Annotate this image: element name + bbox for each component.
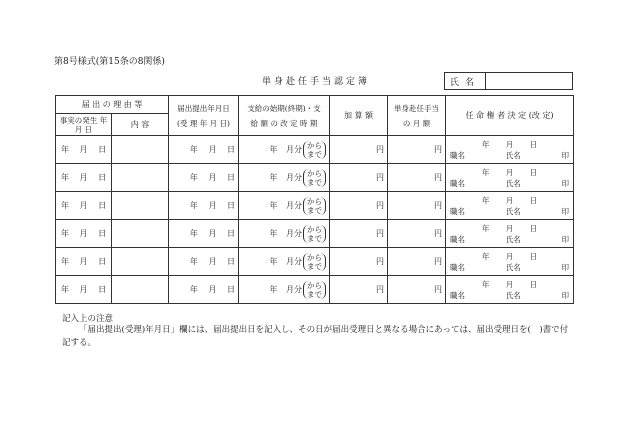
submit-date-cell[interactable]: 年 月 日 <box>169 136 239 164</box>
content-cell[interactable] <box>112 164 169 192</box>
event-date-cell[interactable]: 年 月 日 <box>56 276 112 304</box>
notes-body: 「届出提出(受理)年月日」欄には、届出提出日を記入し、その日が届出受理日と異なる場合にあっては、届出受理日を( )書で付記する。 <box>62 325 569 348</box>
amount-cell[interactable]: 円 <box>330 136 388 164</box>
start-period-cell[interactable] <box>239 276 330 304</box>
name-field[interactable] <box>486 73 572 89</box>
start-ym-label: 年 月分 <box>269 285 302 294</box>
appointment-date: 年 月 日 <box>481 195 538 205</box>
signer-name-label: 氏名 <box>505 206 521 216</box>
event-date-cell[interactable]: 年 月 日 <box>56 164 112 192</box>
to-label: まで <box>307 149 322 159</box>
document-title: 単身赴任手当認定簿 <box>261 77 370 87</box>
table-row <box>56 164 574 192</box>
start-ym-label: 年 月分 <box>269 229 302 238</box>
seal-label: 印 <box>561 234 569 244</box>
amount-cell[interactable]: 円 <box>330 276 388 304</box>
submit-date-cell[interactable]: 年 月 日 <box>169 276 239 304</box>
seal-label: 印 <box>561 290 569 300</box>
appointment-date: 年 月 日 <box>481 167 538 177</box>
signer-name-label: 氏名 <box>505 262 521 272</box>
content-cell[interactable] <box>112 276 169 304</box>
from-label: から <box>307 168 322 178</box>
header-reason-group: 届 出 の 理 由 等 <box>56 96 169 114</box>
event-date-cell[interactable]: 年 月 日 <box>56 136 112 164</box>
appointment-cell[interactable] <box>446 248 574 276</box>
submit-date-cell[interactable]: 年 月 日 <box>169 164 239 192</box>
title-label: 職名 <box>450 290 465 300</box>
content-cell[interactable] <box>112 248 169 276</box>
appointment-date: 年 月 日 <box>481 279 538 289</box>
submit-date-cell[interactable]: 年 月 日 <box>169 192 239 220</box>
from-to-brace <box>303 141 326 159</box>
to-label: まで <box>307 177 322 187</box>
monthly-cell[interactable]: 円 <box>388 276 446 304</box>
signer-name-label: 氏名 <box>505 150 521 160</box>
amount-cell[interactable]: 円 <box>330 164 388 192</box>
table-row <box>56 136 574 164</box>
appointment-cell[interactable] <box>446 220 574 248</box>
signer-name-label: 氏名 <box>505 290 521 300</box>
name-label: 氏名 <box>445 73 486 89</box>
amount-cell[interactable]: 円 <box>330 220 388 248</box>
notes-title: 記入上の注意 <box>62 314 114 324</box>
start-ym-label: 年 月分 <box>269 145 302 154</box>
monthly-cell[interactable]: 円 <box>388 248 446 276</box>
appointment-cell[interactable] <box>446 164 574 192</box>
appointment-cell[interactable] <box>446 136 574 164</box>
signer-name-label: 氏名 <box>505 178 521 188</box>
appointment-date: 年 月 日 <box>481 223 538 233</box>
seal-label: 印 <box>561 262 569 272</box>
table-row <box>56 220 574 248</box>
seal-label: 印 <box>561 206 569 216</box>
appointment-signature <box>450 234 569 245</box>
to-label: まで <box>307 205 322 215</box>
start-period-cell[interactable] <box>239 248 330 276</box>
submit-date-cell[interactable]: 年 月 日 <box>169 220 239 248</box>
appointment-signature <box>450 178 569 189</box>
seal-label: 印 <box>561 150 569 160</box>
signer-name-label: 氏名 <box>505 234 521 244</box>
amount-cell[interactable]: 円 <box>330 192 388 220</box>
header-monthly-line2: の 月 額 <box>402 118 431 128</box>
header-amount: 加 算 額 <box>330 96 388 136</box>
form-number: 第8号様式(第15条の8関係) <box>54 57 165 67</box>
event-date-cell[interactable]: 年 月 日 <box>56 192 112 220</box>
header-event-date: 事実の発生 年 月 日 <box>56 114 112 136</box>
seal-label: 印 <box>561 178 569 188</box>
appointment-signature <box>450 262 569 273</box>
from-label: から <box>307 252 322 262</box>
appointment-signature <box>450 290 569 301</box>
title-label: 職名 <box>450 150 465 160</box>
from-label: から <box>307 280 322 290</box>
header-start-line1: 支給の始期(終期)・支 <box>247 103 321 113</box>
content-cell[interactable] <box>112 220 169 248</box>
from-to-brace <box>303 281 326 299</box>
from-to-brace <box>303 225 326 243</box>
event-date-cell[interactable]: 年 月 日 <box>56 220 112 248</box>
content-cell[interactable] <box>112 136 169 164</box>
header-submit-date <box>169 96 239 136</box>
from-to-brace <box>303 253 326 271</box>
header-monthly <box>388 96 446 136</box>
appointment-signature <box>450 150 569 161</box>
header-monthly-line1: 単身赴任手当 <box>394 103 439 113</box>
start-period-cell[interactable] <box>239 164 330 192</box>
header-submit-date-line1: 届出提出年月日 <box>177 103 230 113</box>
title-label: 職名 <box>450 178 465 188</box>
header-content: 内 容 <box>112 114 169 136</box>
name-box <box>444 72 573 90</box>
table-row <box>56 248 574 276</box>
start-period-cell[interactable] <box>239 220 330 248</box>
start-period-cell[interactable] <box>239 136 330 164</box>
start-period-cell[interactable] <box>239 192 330 220</box>
from-label: から <box>307 224 322 234</box>
table-row <box>56 276 574 304</box>
appointment-cell[interactable] <box>446 276 574 304</box>
start-ym-label: 年 月分 <box>269 173 302 182</box>
appointment-signature <box>450 206 569 217</box>
to-label: まで <box>307 233 322 243</box>
start-ym-label: 年 月分 <box>269 257 302 266</box>
content-cell[interactable] <box>112 192 169 220</box>
to-label: まで <box>307 261 322 271</box>
event-date-cell[interactable]: 年 月 日 <box>56 248 112 276</box>
title-label: 職名 <box>450 234 465 244</box>
title-label: 職名 <box>450 206 465 216</box>
appointment-date: 年 月 日 <box>481 139 538 149</box>
header-start-period <box>239 96 330 136</box>
appointment-date: 年 月 日 <box>481 251 538 261</box>
title-label: 職名 <box>450 262 465 272</box>
table-row <box>56 192 574 220</box>
certification-table <box>55 95 574 304</box>
amount-cell[interactable]: 円 <box>330 248 388 276</box>
from-label: から <box>307 196 322 206</box>
submit-date-cell[interactable]: 年 月 日 <box>169 248 239 276</box>
from-to-brace <box>303 197 326 215</box>
monthly-cell[interactable]: 円 <box>388 220 446 248</box>
header-start-line2: 給 額 の 改 定 時 期 <box>250 118 318 128</box>
monthly-cell[interactable]: 円 <box>388 136 446 164</box>
from-to-brace <box>303 169 326 187</box>
appointment-cell[interactable] <box>446 192 574 220</box>
header-submit-date-line2: (受 理 年 月 日) <box>177 118 230 128</box>
monthly-cell[interactable]: 円 <box>388 192 446 220</box>
to-label: まで <box>307 289 322 299</box>
header-appointment: 任 命 権 者 決 定 (改 定) <box>446 96 574 136</box>
start-ym-label: 年 月分 <box>269 201 302 210</box>
from-label: から <box>307 140 322 150</box>
monthly-cell[interactable]: 円 <box>388 164 446 192</box>
